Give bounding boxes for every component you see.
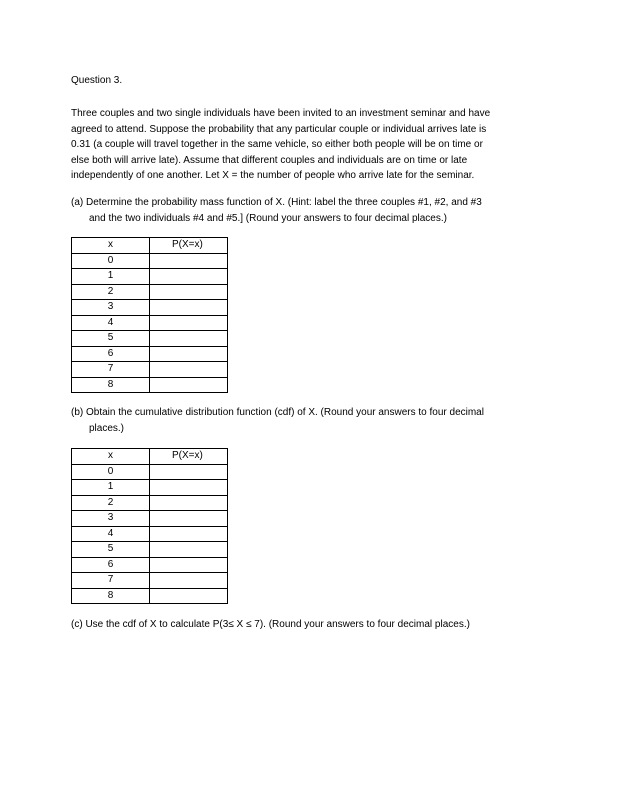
table-row: [72, 346, 228, 362]
x-cell: 8: [72, 377, 150, 393]
table-row: [72, 464, 228, 480]
part-b-line: places.): [89, 422, 125, 434]
header-p: P(X=x): [150, 449, 228, 465]
x-cell: 6: [72, 346, 150, 362]
part-a-line: and the two individuals #4 and #5.] (Round your answers to four decimal places.): [89, 212, 447, 224]
table-row: [72, 588, 228, 604]
answer-cell[interactable]: [150, 588, 228, 604]
x-cell: 7: [72, 362, 150, 378]
intro-line: independently of one another. Let X = the number of people who arrive late for the seminar.: [71, 170, 475, 182]
table-row: [72, 269, 228, 285]
intro-line: else both will arrive late). Assume that different couples and individuals are on time or late: [71, 154, 468, 166]
x-cell: 4: [72, 315, 150, 331]
x-cell: 0: [72, 464, 150, 480]
table-row: [72, 480, 228, 496]
header-x: x: [72, 449, 150, 465]
x-cell: 7: [72, 573, 150, 589]
x-cell: 1: [72, 480, 150, 496]
question-intro: [71, 106, 561, 184]
table-row: [72, 300, 228, 316]
cdf-table: [71, 448, 228, 604]
table-row: [72, 511, 228, 527]
x-cell: 6: [72, 557, 150, 573]
table-row: [72, 362, 228, 378]
answer-cell[interactable]: [150, 557, 228, 573]
answer-cell[interactable]: [150, 526, 228, 542]
table-header-row: [72, 449, 228, 465]
x-cell: 4: [72, 526, 150, 542]
part-c-prompt: [71, 617, 470, 633]
x-cell: 2: [72, 495, 150, 511]
answer-cell[interactable]: [150, 315, 228, 331]
x-cell: 1: [72, 269, 150, 285]
answer-cell[interactable]: [150, 269, 228, 285]
answer-cell[interactable]: [150, 480, 228, 496]
table-row: [72, 542, 228, 558]
pmf-table: [71, 237, 228, 393]
part-b-prompt: [71, 405, 484, 436]
header-x: x: [72, 238, 150, 254]
answer-cell[interactable]: [150, 377, 228, 393]
x-cell: 5: [72, 542, 150, 558]
table-header-row: [72, 238, 228, 254]
table-row: [72, 284, 228, 300]
answer-cell[interactable]: [150, 331, 228, 347]
table-row: [72, 573, 228, 589]
question-heading: Question 3.: [71, 75, 123, 86]
answer-cell[interactable]: [150, 511, 228, 527]
x-cell: 8: [72, 588, 150, 604]
part-c-line: (c) Use the cdf of X to calculate P(3≤ X ≤ 7). (Round your answers to four decimal places.): [71, 619, 470, 630]
table-row: [72, 253, 228, 269]
answer-cell[interactable]: [150, 284, 228, 300]
x-cell: 2: [72, 284, 150, 300]
x-cell: 0: [72, 253, 150, 269]
table-row: [72, 557, 228, 573]
part-a-prompt: [71, 195, 482, 226]
answer-cell[interactable]: [150, 346, 228, 362]
answer-cell[interactable]: [150, 573, 228, 589]
answer-cell[interactable]: [150, 362, 228, 378]
table-row: [72, 495, 228, 511]
table-row: [72, 377, 228, 393]
x-cell: 3: [72, 300, 150, 316]
part-a-line: (a) Determine the probability mass function of X. (Hint: label the three couples #1, #2, and #3: [71, 197, 482, 208]
intro-line: 0.31 (a couple will travel together in the same vehicle, so either both people will be on time or: [71, 139, 483, 151]
part-b-line: (b) Obtain the cumulative distribution function (cdf) of X. (Round your answers to four decimal: [71, 407, 484, 418]
answer-cell[interactable]: [150, 495, 228, 511]
answer-cell[interactable]: [150, 300, 228, 316]
table-row: [72, 315, 228, 331]
answer-cell[interactable]: [150, 542, 228, 558]
header-p: P(X=x): [150, 238, 228, 254]
x-cell: 3: [72, 511, 150, 527]
answer-cell[interactable]: [150, 253, 228, 269]
table-row: [72, 331, 228, 347]
table-row: [72, 526, 228, 542]
intro-line: agreed to attend. Suppose the probability that any particular couple or individual arrives late is: [71, 123, 487, 135]
intro-line: Three couples and two single individuals have been invited to an investment seminar and have: [71, 108, 491, 119]
x-cell: 5: [72, 331, 150, 347]
answer-cell[interactable]: [150, 464, 228, 480]
